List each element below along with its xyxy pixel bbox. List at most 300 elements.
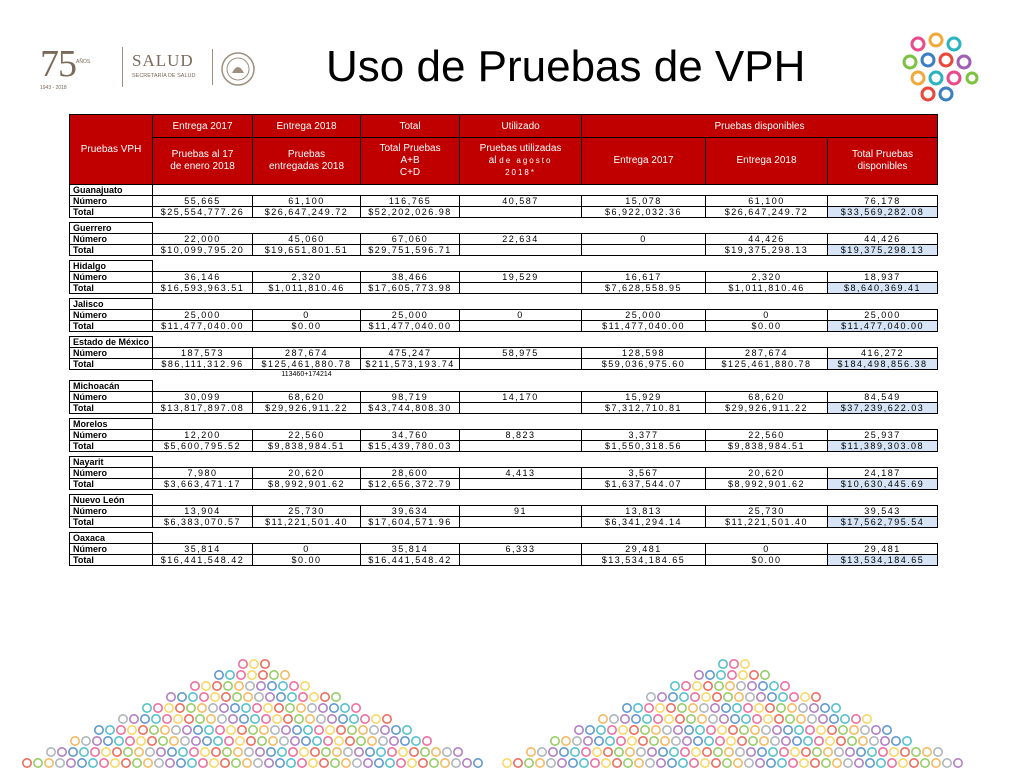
decorative-ring [236,737,244,745]
decorative-ring [623,704,631,712]
decorative-ring [167,693,175,701]
logo-divider [122,47,123,87]
decorative-ring [641,726,649,734]
blank-cell [153,370,253,381]
decorative-ring [306,715,314,723]
numero-cell: 20,620 [253,467,361,478]
decorative-ring [148,737,156,745]
decorative-ring [597,726,605,734]
blank-cell [582,532,706,543]
total-label: Total [70,321,153,332]
total-cell: $11,477,040.00 [828,321,938,332]
blank-cell [153,185,253,196]
total-cell: $11,221,501.40 [706,516,828,527]
decorative-ring [315,726,323,734]
blank-cell [582,223,706,234]
blank-cell [828,261,938,272]
coat-of-arms-icon [220,51,256,87]
decorative-ring [713,693,721,701]
total-label: Total [70,440,153,451]
decorative-ring [372,715,380,723]
total-cell: $211,573,193.74 [361,359,460,370]
decorative-ring [260,726,268,734]
numero-cell: 3,567 [582,467,706,478]
decorative-ring [742,715,750,723]
decorative-ring [646,759,654,767]
decorative-ring [412,737,420,745]
decorative-ring [403,726,411,734]
decorative-ring [679,759,687,767]
decorative-ring [558,759,566,767]
decorative-ring [410,748,418,756]
decorative-ring [855,759,863,767]
numero-label: Número [70,467,153,478]
decorative-ring [226,671,234,679]
subheader-total-disponibles: Total Pruebas disponibles [828,138,938,185]
total-row [70,359,938,370]
total-cell: $16,593,963.51 [153,283,253,294]
decorative-ring [257,682,265,690]
decorative-ring [234,748,242,756]
decorative-ring [870,737,878,745]
numero-cell: 116,765 [361,196,460,207]
total-cell: $10,099,795.20 [153,245,253,256]
decorative-ring [580,759,588,767]
decorative-ring [331,759,339,767]
decorative-ring [943,759,951,767]
decorative-ring [317,715,325,723]
blank-cell [361,223,460,234]
decorative-ring [172,726,180,734]
total-row [70,402,938,413]
decorative-ring [738,737,746,745]
numero-cell: 16,617 [582,272,706,283]
decorative-ring [270,671,278,679]
decorative-ring [361,715,369,723]
total-cell [460,245,582,256]
subheader-pruebas-entregadas: Pruebas entregadas 2018 [253,138,361,185]
decorative-ring [833,759,841,767]
decorative-ring [702,693,710,701]
decorative-ring [232,759,240,767]
decorative-ring [218,715,226,723]
decorative-ring [657,759,665,767]
decorative-ring [800,759,808,767]
decorative-ring [191,682,199,690]
decorative-ring [91,748,99,756]
total-label: Total [70,359,153,370]
decorative-ring [93,737,101,745]
decorative-ring [786,715,794,723]
decorative-ring [308,704,316,712]
blank-cell [253,261,361,272]
decorative-ring [711,704,719,712]
numero-cell: 35,814 [153,543,253,554]
numero-row [70,543,938,554]
decorative-ring [265,759,273,767]
decorative-ring [910,759,918,767]
numero-cell: 91 [460,505,582,516]
total-cell: $25,554,777.26 [153,207,253,218]
decorative-ring [58,748,66,756]
decorative-ring [591,759,599,767]
total-cell: $125,461,880.78 [706,359,828,370]
total-row [70,440,938,451]
decorative-ring [155,759,163,767]
decorative-ring [719,660,727,668]
total-row [70,283,938,294]
blank-cell [706,370,828,381]
numero-row [70,467,938,478]
decorative-ring [143,704,151,712]
total-cell: $5,600,795.52 [153,440,253,451]
decorative-ring [392,726,400,734]
decorative-ring [194,726,202,734]
decorative-ring [819,715,827,723]
header-entrega-2018: Entrega 2018 [253,115,361,138]
total-cell: $16,441,548.42 [153,554,253,565]
decorative-ring [674,726,682,734]
decorative-ring [122,759,130,767]
decorative-ring [808,715,816,723]
total-cell: $59,036,975.60 [582,359,706,370]
numero-cell: 84,549 [828,391,938,402]
numero-cell: 8,823 [460,429,582,440]
blank-cell [361,494,460,505]
total-label: Total [70,554,153,565]
decorative-ring [278,748,286,756]
decorative-ring [187,704,195,712]
blank-cell [253,380,361,391]
decorative-ring [235,682,243,690]
decorative-ring [154,704,162,712]
decorative-ring [205,726,213,734]
decorative-ring [901,748,909,756]
decorative-ring [56,759,64,767]
decorative-ring [287,759,295,767]
decorative-ring [604,748,612,756]
decorative-ring [551,737,559,745]
numero-cell: 28,600 [361,467,460,478]
blank-cell [706,185,828,196]
decorative-ring [715,682,723,690]
decorative-ring [857,748,865,756]
blank-cell [253,456,361,467]
decorative-ring [275,704,283,712]
numero-cell: 39,543 [828,505,938,516]
subheader-pruebas-al-17: Pruebas al 17 de enero 2018 [153,138,253,185]
numero-label: Número [70,272,153,283]
decorative-ring [401,737,409,745]
decorative-ring [111,759,119,767]
decorative-ring [643,715,651,723]
total-cell: $26,647,249.72 [706,207,828,218]
decorative-ring [852,715,860,723]
decorative-ring [333,748,341,756]
numero-label: Número [70,505,153,516]
total-row [70,554,938,565]
decorative-ring [419,759,427,767]
decorative-ring [547,759,555,767]
decorative-ring [877,759,885,767]
decorative-ring [368,737,376,745]
decorative-ring [279,682,287,690]
decorative-ring [706,671,714,679]
subheader-pruebas-utilizadas: Pruebas utilizadas al de agosto 2018* [460,138,582,185]
decorative-ring [239,660,247,668]
total-row [70,478,938,489]
numero-label: Número [70,310,153,321]
total-cell: $125,461,880.78 [253,359,361,370]
decorative-ring [608,726,616,734]
blank-cell [153,494,253,505]
blank-cell [70,370,153,381]
decorative-ring [634,704,642,712]
total-cell: $13,817,897.08 [153,402,253,413]
decorative-ring [290,682,298,690]
state-row [70,456,938,467]
decorative-ring [302,737,310,745]
decorative-ring [326,726,334,734]
total-cell [582,245,706,256]
decorative-ring [693,682,701,690]
decorative-ring [802,748,810,756]
decorative-ring [269,737,277,745]
decorative-ring [324,737,332,745]
decorative-ring [773,726,781,734]
numero-cell: 12,200 [153,429,253,440]
decorative-ring [106,726,114,734]
decorative-ring [729,726,737,734]
decorative-ring [661,737,669,745]
numero-cell: 22,000 [153,234,253,245]
blank-cell [828,456,938,467]
total-cell: $8,992,901.62 [706,478,828,489]
decorative-ring [549,748,557,756]
state-name: Nuevo León [70,494,153,505]
decorative-ring [421,748,429,756]
blank-cell [153,261,253,272]
decorative-ring [383,715,391,723]
blank-cell [460,456,582,467]
decorative-ring [775,715,783,723]
decorative-ring [747,748,755,756]
total-cell: $13,534,184.65 [828,554,938,565]
decorative-ring [161,726,169,734]
decorative-ring [242,704,250,712]
decorative-ring [828,726,836,734]
decorative-ring [714,748,722,756]
numero-cell: 25,730 [253,505,361,516]
decorative-ring [273,715,281,723]
total-cell: $9,838,984.51 [253,440,361,451]
decorative-ring [233,693,241,701]
decorative-ring [313,737,321,745]
decorative-ring [767,759,775,767]
total-cell: $16,441,548.42 [361,554,460,565]
numero-cell: 25,000 [153,310,253,321]
decorative-ring [756,759,764,767]
decorative-ring [801,693,809,701]
header-pruebas-disponibles: Pruebas disponibles [582,115,938,138]
numero-row [70,272,938,283]
blank-cell [582,370,706,381]
blank-cell [706,299,828,310]
decorative-ring [670,748,678,756]
numero-cell: 15,078 [582,196,706,207]
decorative-ring [799,704,807,712]
total-cell: $11,389,303.08 [828,440,938,451]
state-row [70,223,938,234]
decorative-ring [680,693,688,701]
numero-cell: 22,560 [706,429,828,440]
decorative-ring [23,759,31,767]
decorative-ring [704,682,712,690]
total-cell: $7,312,710.81 [582,402,706,413]
blank-cell [706,418,828,429]
subheader-disp-entrega-2017: Entrega 2017 [582,138,706,185]
header-pruebas-vph: Pruebas VPH [70,115,153,185]
decorative-ring [745,759,753,767]
decorative-ring [637,748,645,756]
state-name: Morelos [70,418,153,429]
decorative-ring [725,748,733,756]
decorative-ring [174,715,182,723]
decorative-ring [130,715,138,723]
blank-cell [582,494,706,505]
decorative-ring [337,726,345,734]
decorative-ring [390,737,398,745]
decorative-ring [766,704,774,712]
numero-cell: 0 [582,234,706,245]
decorative-ring [248,671,256,679]
decorative-ring [289,748,297,756]
decorative-ring [815,737,823,745]
decorative-ring [954,759,962,767]
total-row [70,207,938,218]
numero-cell: 98,719 [361,391,460,402]
decorative-ring [297,704,305,712]
decorative-ring [821,704,829,712]
logo-salud: SALUD [132,51,194,70]
numero-cell: 38,466 [361,272,460,283]
numero-cell: 0 [706,543,828,554]
decorative-ring [441,759,449,767]
decorative-ring [47,748,55,756]
decorative-ring [899,759,907,767]
decorative-ring [599,715,607,723]
decorative-ring [115,737,123,745]
decorative-ring [753,715,761,723]
decorative-ring [288,693,296,701]
total-cell: $17,605,773.98 [361,283,460,294]
numero-cell: 36,146 [153,272,253,283]
decorative-ring [280,737,288,745]
state-row [70,380,938,391]
decorative-ring [687,715,695,723]
decorative-ring [602,759,610,767]
decorative-ring [212,748,220,756]
state-name: Estado de México [70,337,153,348]
decorative-ring [262,715,270,723]
decorative-ring [795,726,803,734]
decorative-ring [728,671,736,679]
decorative-ring [159,737,167,745]
decorative-ring [822,759,830,767]
decorative-ring [789,759,797,767]
decorative-ring [595,737,603,745]
numero-cell: 2,320 [706,272,828,283]
total-cell [460,321,582,332]
decorative-ring [430,759,438,767]
blank-cell [460,185,582,196]
decorative-ring [247,737,255,745]
decorative-ring [758,748,766,756]
decorative-ring [192,737,200,745]
decorative-ring [503,759,511,767]
decorative-ring [366,748,374,756]
state-name: Jalisco [70,299,153,310]
decorative-ring [921,759,929,767]
total-cell: $7,628,558.95 [582,283,706,294]
decorative-ring [95,726,103,734]
decorative-ring [168,748,176,756]
decorative-ring [201,748,209,756]
decorative-ring [665,715,673,723]
decorative-ring [626,748,634,756]
decorative-ring [584,737,592,745]
numero-cell: 39,634 [361,505,460,516]
decorative-ring [863,715,871,723]
decorative-ring [199,759,207,767]
decorative-ring [780,748,788,756]
numero-cell: 45,060 [253,234,361,245]
numero-cell: 58,975 [460,348,582,359]
decorative-ring [237,671,245,679]
blank-cell [253,185,361,196]
decorative-ring [357,737,365,745]
numero-cell: 29,481 [828,543,938,554]
decorative-ring [850,726,858,734]
decorative-ring [748,682,756,690]
decorative-ring [630,726,638,734]
decorative-ring [696,726,704,734]
decorative-ring [397,759,405,767]
numero-cell: 0 [253,543,361,554]
blank-cell [828,299,938,310]
decorative-ring [202,682,210,690]
decorative-ring [797,715,805,723]
decorative-ring [170,737,178,745]
decorative-ring [259,671,267,679]
decorative-ring [741,660,749,668]
total-cell: $0.00 [706,321,828,332]
blank-cell [828,370,938,381]
total-row [70,516,938,527]
decorative-ring [244,693,252,701]
decorative-ring [189,693,197,701]
decorative-ring [229,715,237,723]
blank-cell [706,494,828,505]
decorative-ring [744,704,752,712]
blank-cell [706,456,828,467]
total-cell: $1,011,810.46 [706,283,828,294]
numero-cell: 287,674 [706,348,828,359]
decorative-ring [826,737,834,745]
decorative-ring [344,748,352,756]
decorative-ring [883,726,891,734]
decorative-ring [330,704,338,712]
